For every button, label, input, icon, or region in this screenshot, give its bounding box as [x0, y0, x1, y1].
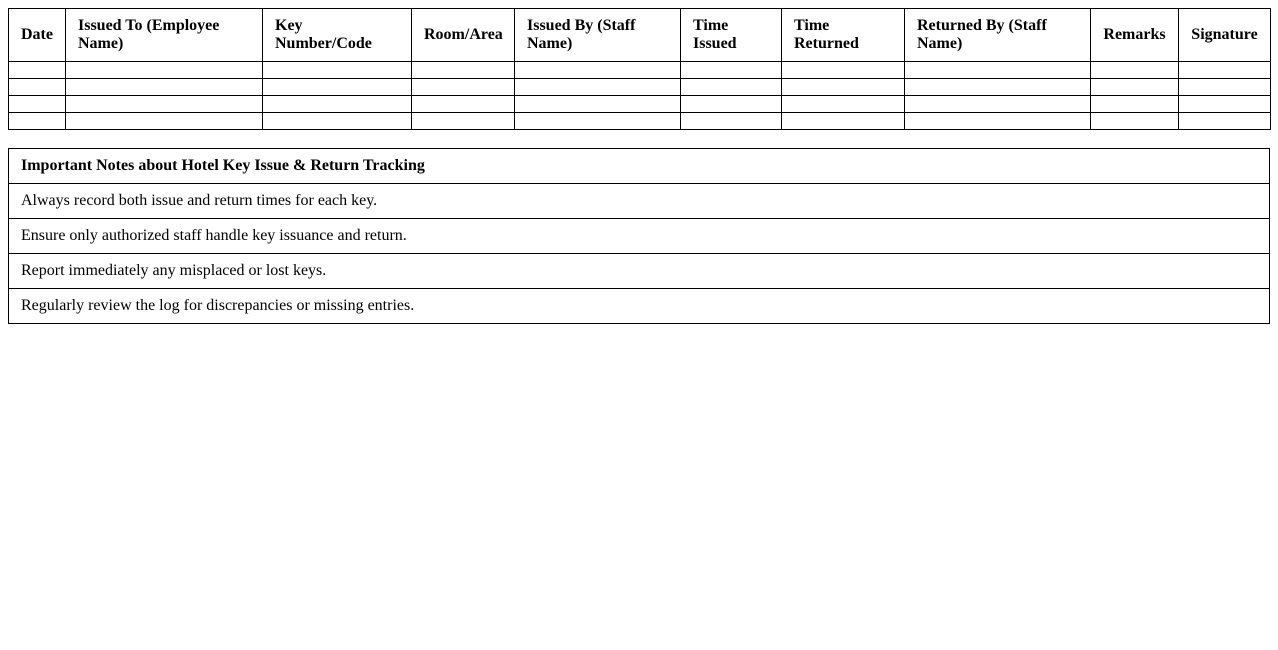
column-header-issued-by: Issued By (Staff Name): [515, 9, 681, 62]
table-cell[interactable]: [1091, 79, 1179, 96]
table-cell[interactable]: [782, 96, 905, 113]
table-cell[interactable]: [515, 96, 681, 113]
table-cell[interactable]: [515, 113, 681, 130]
column-header-returned-by: Returned By (Staff Name): [905, 9, 1091, 62]
list-item: [9, 184, 1270, 219]
table-cell[interactable]: [9, 113, 66, 130]
table-cell[interactable]: [1179, 79, 1271, 96]
list-item: [9, 289, 1270, 324]
note-text: Regularly review the log for discrepancies or missing entries.: [9, 289, 1270, 324]
list-item: [9, 219, 1270, 254]
table-cell[interactable]: [681, 113, 782, 130]
note-text: Report immediately any misplaced or lost keys.: [9, 254, 1270, 289]
column-header-remarks: Remarks: [1091, 9, 1179, 62]
column-header-date: Date: [9, 9, 66, 62]
table-cell[interactable]: [412, 113, 515, 130]
table-cell[interactable]: [782, 113, 905, 130]
column-header-issued-to: Issued To (Employee Name): [66, 9, 263, 62]
notes-heading: Important Notes about Hotel Key Issue & Return Tracking: [9, 149, 1270, 184]
table-cell[interactable]: [66, 79, 263, 96]
table-cell[interactable]: [412, 79, 515, 96]
table-cell[interactable]: [66, 96, 263, 113]
table-cell[interactable]: [412, 62, 515, 79]
table-cell[interactable]: [1179, 96, 1271, 113]
table-cell[interactable]: [1091, 96, 1179, 113]
table-cell[interactable]: [905, 113, 1091, 130]
table-cell[interactable]: [515, 79, 681, 96]
table-cell[interactable]: [263, 62, 412, 79]
table-cell[interactable]: [66, 113, 263, 130]
table-body: [9, 62, 1271, 130]
note-text: Always record both issue and return times for each key.: [9, 184, 1270, 219]
table-cell[interactable]: [681, 96, 782, 113]
notes-heading-row: [9, 149, 1270, 184]
column-header-time-returned: Time Returned: [782, 9, 905, 62]
table-cell[interactable]: [1091, 62, 1179, 79]
table-cell[interactable]: [263, 113, 412, 130]
list-item: [9, 254, 1270, 289]
table-cell[interactable]: [905, 96, 1091, 113]
table-cell[interactable]: [263, 96, 412, 113]
table-cell[interactable]: [905, 79, 1091, 96]
table-cell[interactable]: [681, 62, 782, 79]
table-cell[interactable]: [782, 79, 905, 96]
table-cell[interactable]: [9, 96, 66, 113]
note-text: Ensure only authorized staff handle key issuance and return.: [9, 219, 1270, 254]
table-cell[interactable]: [515, 62, 681, 79]
table-cell[interactable]: [412, 96, 515, 113]
notes-table: [8, 148, 1270, 324]
table-header-row: [9, 9, 1271, 62]
table-cell[interactable]: [905, 62, 1091, 79]
table-cell[interactable]: [1179, 113, 1271, 130]
column-header-time-issued: Time Issued: [681, 9, 782, 62]
table-row: [9, 79, 1271, 96]
column-header-key-number: Key Number/Code: [263, 9, 412, 62]
table-row: [9, 96, 1271, 113]
table-cell[interactable]: [9, 79, 66, 96]
table-cell[interactable]: [782, 62, 905, 79]
key-log-table: [8, 8, 1271, 130]
table-row: [9, 62, 1271, 79]
column-header-signature: Signature: [1179, 9, 1271, 62]
table-cell[interactable]: [1179, 62, 1271, 79]
table-cell[interactable]: [66, 62, 263, 79]
table-cell[interactable]: [9, 62, 66, 79]
table-row: [9, 113, 1271, 130]
table-cell[interactable]: [681, 79, 782, 96]
column-header-room-area: Room/Area: [412, 9, 515, 62]
table-cell[interactable]: [1091, 113, 1179, 130]
table-cell[interactable]: [263, 79, 412, 96]
